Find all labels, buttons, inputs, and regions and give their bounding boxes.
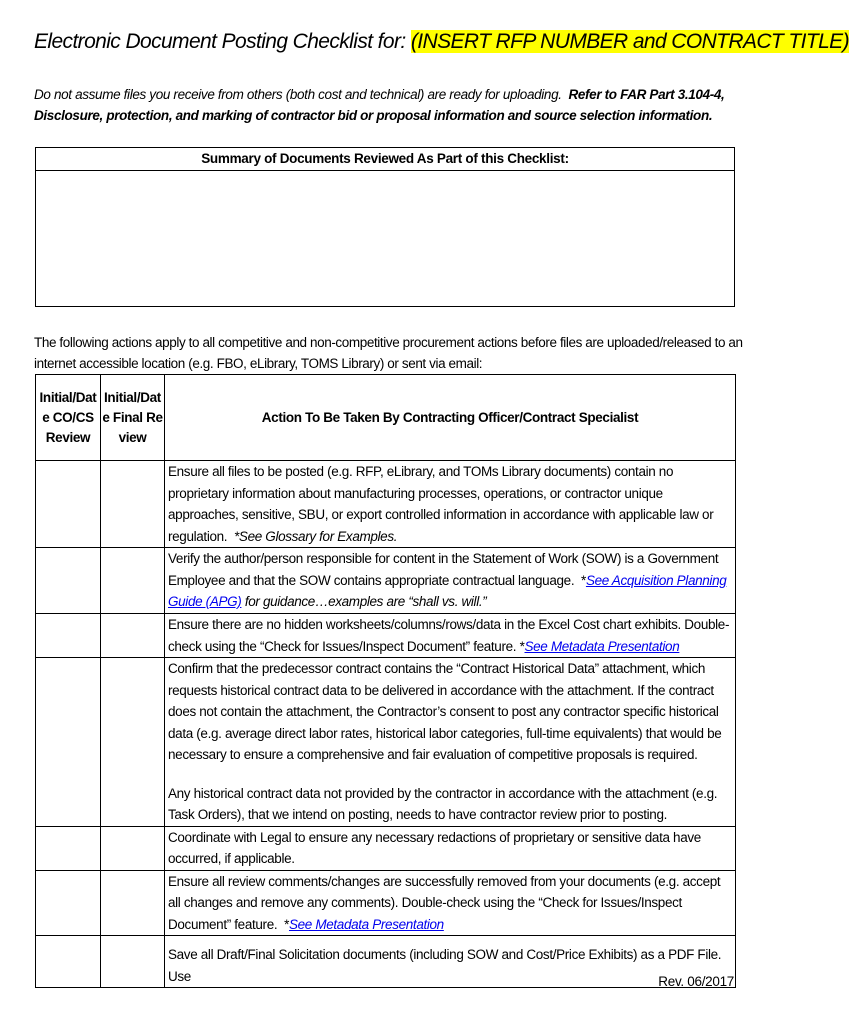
intro-far-reference: Refer to FAR Part 3.104-4, Disclosure, protection, and marking of contractor bid or proposal information and source selection information. — [34, 87, 725, 123]
header-co-cs-review: Initial/Date CO/CS Review — [36, 375, 101, 461]
table-row — [36, 461, 736, 548]
header-action: Action To Be Taken By Contracting Officer/Contract Specialist — [165, 375, 736, 461]
action-star: * — [284, 916, 289, 932]
action-cell: Save all Draft/Final Solicitation documents (including SOW and Cost/Price Exhibits) as a PDF File. Use — [165, 936, 736, 988]
revision-label: Rev. 06/2017 — [658, 974, 734, 989]
action-text: Ensure there are no hidden worksheets/columns/rows/data in the Excel Cost chart exhibits. Double-check using the “Check for Issues/Inspect Document” feature. — [168, 617, 730, 654]
initial-co-cs-cell[interactable] — [36, 826, 101, 870]
action-cell: Coordinate with Legal to ensure any necessary redactions of proprietary or sensitive data have occurred, if applicable. — [165, 826, 736, 870]
initial-co-cs-cell[interactable] — [36, 614, 101, 658]
table-row — [36, 870, 736, 936]
initial-final-cell[interactable] — [101, 614, 165, 658]
summary-box — [35, 147, 735, 307]
document-title — [34, 30, 849, 54]
action-cell — [165, 658, 736, 827]
initial-final-cell[interactable] — [101, 870, 165, 936]
apg-link[interactable]: See Acquisition Planning Guide (APG) — [168, 572, 727, 609]
intro-warning: Do not assume files you receive from others (both cost and technical) are ready for uploading. — [34, 87, 562, 102]
header-final-review: Initial/Date Final Review — [101, 375, 165, 461]
initial-final-cell[interactable] — [101, 936, 165, 988]
title-placeholder-highlight: (INSERT RFP NUMBER and CONTRACT TITLE) — [410, 30, 849, 53]
action-cell — [165, 870, 736, 936]
action-star: * — [519, 638, 525, 654]
action-text: Verify the author/person responsible for content in the Statement of Work (SOW) is a Government Employee and that the SOW contains appropriate contractual language. — [168, 551, 719, 588]
applies-paragraph: The following actions apply to all competitive and non-competitive procurement actions before files are uploaded/released to an internet accessible location (e.g. FBO, eLibrary, TOMS Library) or sent via email: — [34, 335, 743, 371]
intro-paragraph — [34, 84, 746, 126]
initial-final-cell[interactable] — [101, 461, 165, 548]
table-row — [36, 936, 736, 988]
action-cell — [165, 548, 736, 614]
initial-co-cs-cell[interactable] — [36, 936, 101, 988]
initial-final-cell[interactable] — [101, 826, 165, 870]
action-text: Ensure all files to be posted (e.g. RFP, eLibrary, and TOMs Library documents) contain no proprietary information about manufacturing processes, operations, or contractor unique approaches, sensitive, SBU, or export controlled information in accordance with applicable law or regulation. — [168, 464, 714, 544]
table-row — [36, 548, 736, 614]
table-row — [36, 614, 736, 658]
action-text-secondary: Any historical contract data not provided by the contractor in accordance with the attachment (e.g. Task Orders), that we intend on posting, needs to have contractor review prior to posting. — [168, 785, 718, 822]
initial-co-cs-cell[interactable] — [36, 548, 101, 614]
action-text: Confirm that the predecessor contract contains the “Contract Historical Data” attachment, which requests historical contract data to be delivered in accordance with the attachment. If the contract does not contain the attachment, the Contractor’s consent to post any contractor specific historical data (e.g. average direct labor rates, historical labor categories, full-time equivalents) that would be necessary to ensure a comprehensive and fair evaluation of competitive proposals is required. — [168, 661, 722, 762]
metadata-presentation-link[interactable]: See Metadata Presentation — [524, 638, 680, 654]
action-text: Ensure all review comments/changes are successfully removed from your documents (e.g. accept all changes and remove any comments). Double-check using the “Check for Issues/Inspect Document” feature. — [168, 873, 721, 932]
initial-co-cs-cell[interactable] — [36, 870, 101, 936]
action-note: *See Glossary for Examples. — [234, 528, 398, 544]
action-star: * — [581, 572, 586, 588]
initial-co-cs-cell[interactable] — [36, 658, 101, 827]
summary-header: Summary of Documents Reviewed As Part of this Checklist: — [36, 148, 734, 171]
title-prefix: Electronic Document Posting Checklist for: — [34, 30, 411, 53]
table-row — [36, 658, 736, 827]
table-header-row — [36, 375, 736, 461]
table-row — [36, 826, 736, 870]
initial-final-cell[interactable] — [101, 658, 165, 827]
checklist-table — [35, 374, 736, 988]
initial-final-cell[interactable] — [101, 548, 165, 614]
action-note: for guidance…examples are “shall vs. will.” — [241, 594, 487, 609]
action-cell — [165, 461, 736, 548]
metadata-presentation-link[interactable]: See Metadata Presentation — [288, 916, 444, 932]
action-cell — [165, 614, 736, 658]
initial-co-cs-cell[interactable] — [36, 461, 101, 548]
